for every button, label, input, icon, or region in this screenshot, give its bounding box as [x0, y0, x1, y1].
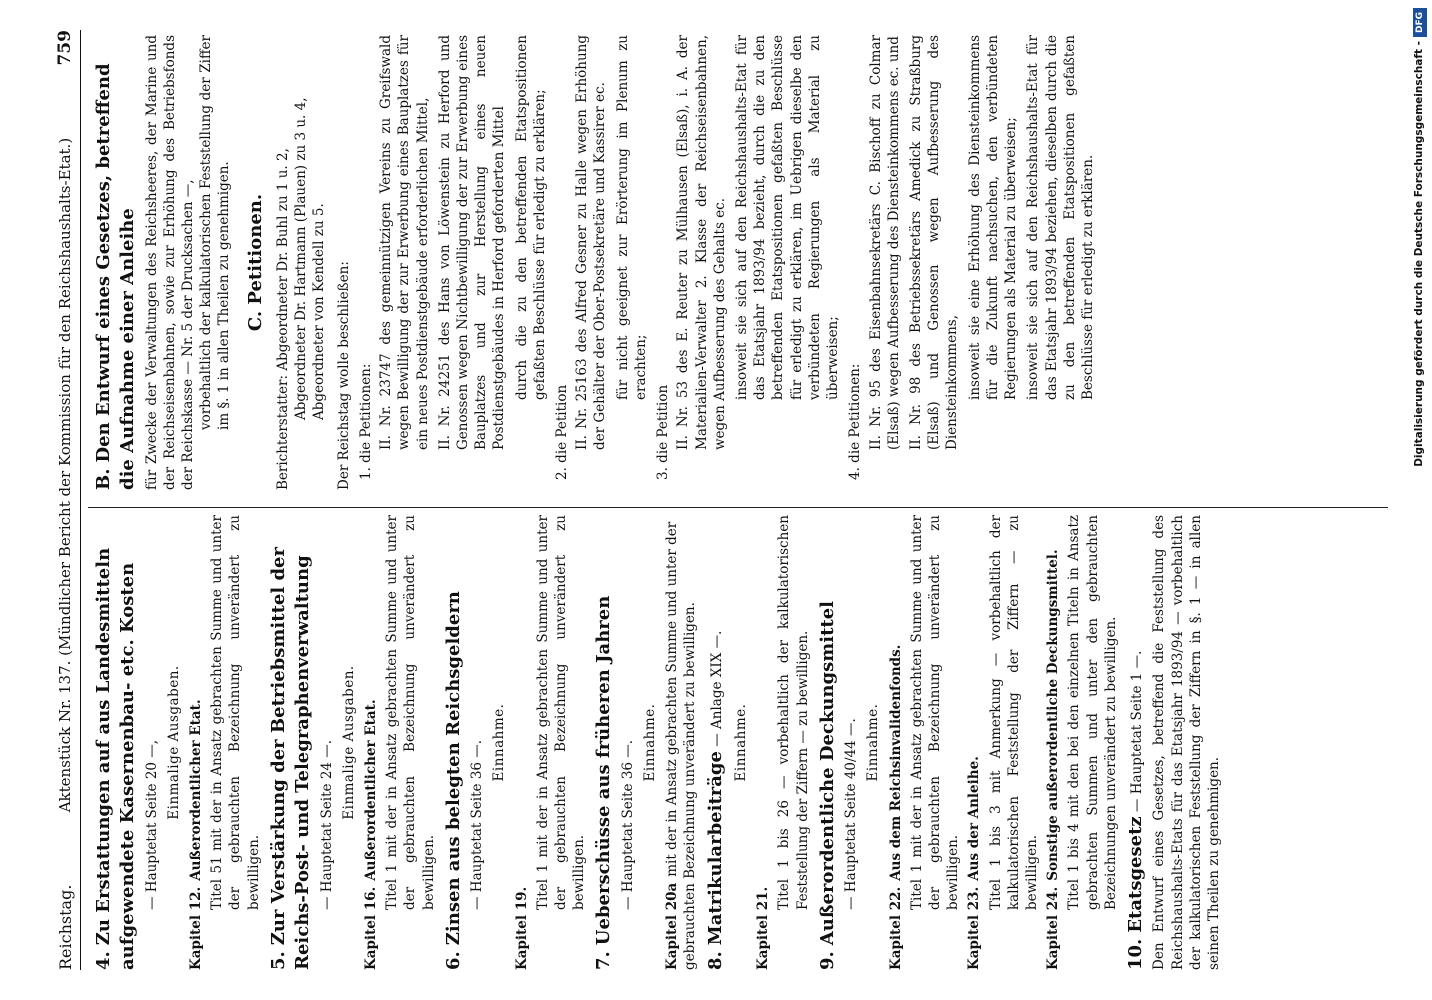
petition-group-heading: 2. die Petition [554, 384, 571, 480]
section-b [92, 35, 234, 490]
chapter-label: Kapitel 23. [966, 886, 983, 970]
paragraph: Titel 1 bis 4 mit den bei den einzelnen Titeln in Ansatz gebrachten Summen und unter den gebrauchten Bezeichnungen unverändert zu bewilligen. [1066, 515, 1119, 910]
rapporteur-label: Berichterstatter: [274, 374, 291, 490]
etat-reference: — Hauptetat Seite 24 —. [318, 739, 335, 910]
paragraph: Titel 1 bis 26 — vorbehaltlich der kalkulatorischen Feststellung der Ziffern — zu bewilligen. [776, 515, 811, 910]
chapter-title: Aus dem Reichsinvalidenfonds. [887, 644, 904, 881]
petition-outcome: durch die zu den betreffenden Etatspositionen gefaßten Beschlüsse für erledigt zu erklären; [513, 35, 548, 400]
section-title: Ueberschüsse aus früheren Jahren [593, 595, 615, 946]
paragraph: Titel 1 mit der in Ansatz gebrachten Summe und unter der gebrauchten Bezeichnung unverändert zu bewilligen. [534, 515, 588, 910]
paragraph: Titel 1 mit der in Ansatz gebrachten Summe und unter der gebrauchten Bezeichnung unverändert zu bewilligen. [908, 515, 962, 910]
section-5 [267, 515, 438, 970]
paragraph: Titel 51 mit der in Ansatz gebrachten Summe und unter der gebrauchten Bezeichnung unverändert zu bewilligen. [209, 515, 262, 910]
subheading: Einnahme. [865, 703, 882, 782]
page-number: 759 [55, 30, 75, 66]
section-10 [1124, 515, 1223, 970]
rapporteur-line: Abgeordneter Dr. Hartmann (Plauen) zu 3 u. 4, [293, 97, 310, 420]
paragraph: Den Entwurf eines Gesetzes, betreffend die Feststellung des Reichshaushalts-Etats für das Etatsjahr 1893/94 — vorbehaltlich der kalkulatorischen Feststellung der Ziffern in §. 1 — in allen seinen Theilen zu genehmigen. [1151, 515, 1223, 970]
petition-group-heading: 1. die Petitionen: [357, 363, 374, 480]
chapter-title: Aus der Anleihe. [966, 756, 983, 881]
section-number: 10. [1125, 938, 1147, 970]
petition-item: II. Nr. 24251 des Hans von Löwenstein zu Herford und Genossen wegen Nichtbewilligung der zur Erwerbung eines Bauplatzes und zur Herstellung eines neuen Postdienstgebäudes in Herford geforderten Mittel [436, 35, 508, 450]
section-8 [704, 515, 812, 970]
chapter-label: Kapitel 22. [887, 886, 904, 970]
petition-group-heading: 4. die Petitionen: [847, 363, 864, 480]
rapporteurs [274, 35, 329, 490]
petition-item: II. Nr. 53 des E. Reuter zu Mülhausen (Elsaß), i. A. der Materialien-Verwalter 2. Klasse der Reichseisenbahnen, wegen Aufbesserung des Gehalts ec. [675, 35, 728, 450]
chapter-title: Sonstige außerordentliche Deckungsmittel. [1045, 549, 1062, 881]
chapter-label: Kapitel 20a [664, 882, 681, 970]
section-c [244, 35, 1097, 490]
header-left: Reichstag. [55, 884, 75, 970]
subheading: Einnahme. [732, 703, 749, 782]
petition-item: II. Nr. 25163 des Alfred Gesner zu Halle wegen Erhöhung der Gehälter der Ober-Postsekretäre und Kassirer ec. [574, 35, 609, 450]
header-title: Aktenstück Nr. 137. (Mündlicher Bericht der Kommission für den Reichshaushalts-Etat.) [56, 137, 74, 813]
section-number: 7. [593, 951, 615, 970]
right-column [88, 35, 1101, 490]
chapter-label: Kapitel 21. [755, 886, 772, 970]
section-title: Zinsen aus belegten Reichsgeldern [442, 591, 464, 946]
etat-reference: — Hauptetat Seite 36 —. [469, 739, 486, 910]
section-title: Matrikularbeiträge [704, 751, 726, 946]
section-number: 9. [816, 951, 838, 970]
credit-text: Digitalisierung gefördert durch die Deutsche Forschungsgemeinschaft - [1413, 41, 1425, 467]
paragraph: Titel 1 bis 3 mit Anmerkung — vorbehaltlich der kalkulatorischen Feststellung der Ziffern — zu bewilligen. [987, 515, 1041, 910]
petition-outcome: insoweit sie sich auf den Reichshaushalts-Etat für das Etatsjahr 1893/94 bezieht, durch die zu den betreffenden Etatspositionen gefaßten Beschlüsse für erledigt zu erklären, im Uebrigen dieselbe den verbündeten Regierungen als Material zu überweisen; [734, 35, 842, 400]
section-number: 6. [442, 951, 464, 970]
section-6 [442, 515, 589, 970]
paragraph: mit der in Ansatz gebrachten Summe und unter der gebrauchten Bezeichnung unverändert zu bewilligen. [664, 521, 699, 970]
etat-reference: — Anlage XIX —. [708, 630, 725, 747]
etat-reference: — Hauptetat Seite 20 —, [143, 739, 160, 910]
etat-reference: — Hauptetat Seite 1 —. [1129, 650, 1146, 813]
section-title: Etatsgesetz [1125, 816, 1147, 933]
section-9 [816, 515, 1120, 970]
etat-reference: — Hauptetat Seite 40/44 —. [843, 718, 860, 910]
section-7 [592, 515, 699, 970]
subheading: Einmalige Ausgaben. [340, 665, 357, 820]
subheading: Einnahme. [491, 703, 508, 782]
subheading: Einnahme. [641, 703, 658, 782]
chapter-label: Kapitel 24. [1045, 886, 1062, 970]
petition-item: II. Nr. 98 des Betriebssekretärs Amedick zu Straßburg (Elsaß) und Genossen wegen Aufbesserung des Diensteinkommens, [907, 35, 961, 450]
section-number: 8. [704, 951, 726, 970]
digitization-credit [1408, 0, 1430, 1000]
section-title: Zur Verstärkung der Betriebsmittel der Reichs-Post- und Telegraphenverwaltung [267, 547, 314, 970]
chapter-title: Außerordentlicher Etat. [362, 699, 379, 881]
etat-reference: — Hauptetat Seite 36 —. [619, 739, 636, 910]
dfg-logo: DFG [1413, 8, 1427, 37]
section-letter: C. [244, 310, 266, 332]
section-title: Den Entwurf eines Gesetzes, betreffend die Aufnahme einer Anleihe [93, 63, 139, 490]
rapporteur-line: Abgeordneter Dr. Buhl zu 1 u. 2, [274, 148, 291, 371]
section-title: Außerordentliche Deckungsmittel [816, 600, 838, 946]
section-number: 4. [93, 951, 114, 970]
petition-item: II. Nr. 23747 des gemeinnützigen Vereins zu Greifswald wegen Bewilligung der zur Erwerbung eines Bauplatzes für ein neues Postdienstgebäude erforderlichen Mittel, [378, 35, 431, 450]
petition-outcome: insoweit sie sich auf den Reichshaushalts-Etat für das Etatsjahr 1893/94 beziehen, dieselben durch die zu den betreffenden Etatspositionen gefaßten Beschlüsse für erledigt zu erklären. [1025, 35, 1096, 400]
section-title: Zu Erstattungen auf aus Landesmitteln aufgewendete Kasernenbau- etc. Kosten [93, 547, 139, 970]
chapter-label: Kapitel 12. [188, 886, 205, 970]
paragraph: für Zwecke der Verwaltungen des Reichsheeres, der Marine und der Reichseisenbahnen, sowie zur Erhöhung des Betriebsfonds der Reichskasse — Nr. 5 der Drucksachen —, [143, 35, 197, 490]
paragraph: Titel 1 mit der in Ansatz gebrachten Summe und unter der gebrauchten Bezeichnung unverändert zu bewilligen. [384, 515, 437, 910]
chapter-label: Kapitel 19. [513, 886, 530, 970]
section-title: Petitionen. [244, 193, 266, 305]
petition-item: II. Nr. 95 des Eisenbahnsekretärs C. Bischoff zu Colmar (Elsaß) wegen Aufbesserung des Diensteinkommens ec. und [867, 35, 902, 450]
subheading: Einmalige Ausgaben. [165, 665, 182, 820]
rapporteur-line: Abgeordneter von Kendell zu 5. [311, 203, 328, 420]
chapter-title: Außerordentlicher Etat. [188, 699, 205, 881]
petition-outcome: für nicht geeignet zur Erörterung im Plenum zu erachten; [614, 35, 649, 400]
petition-group-heading: 3. die Petition [655, 384, 672, 480]
paragraph: vorbehaltlich der kalkulatorischen Feststellung der Ziffer im §. 1 in allen Theilen zu genehmigen. [198, 35, 233, 430]
resolution-intro: Der Reichstag wolle beschließen: [335, 261, 352, 490]
column-divider [88, 507, 1388, 508]
chapter-label: Kapitel 16. [362, 886, 379, 970]
section-number: 5. [267, 951, 289, 970]
running-header [50, 30, 81, 970]
left-column [88, 515, 1223, 970]
section-letter: B. [93, 468, 114, 490]
section-4 [92, 515, 263, 970]
petition-outcome: insoweit sie eine Erhöhung des Diensteinkommens für die Zukunft nachsuchen, den verbündeten Regierungen als Material zu überweisen; [966, 35, 1020, 400]
